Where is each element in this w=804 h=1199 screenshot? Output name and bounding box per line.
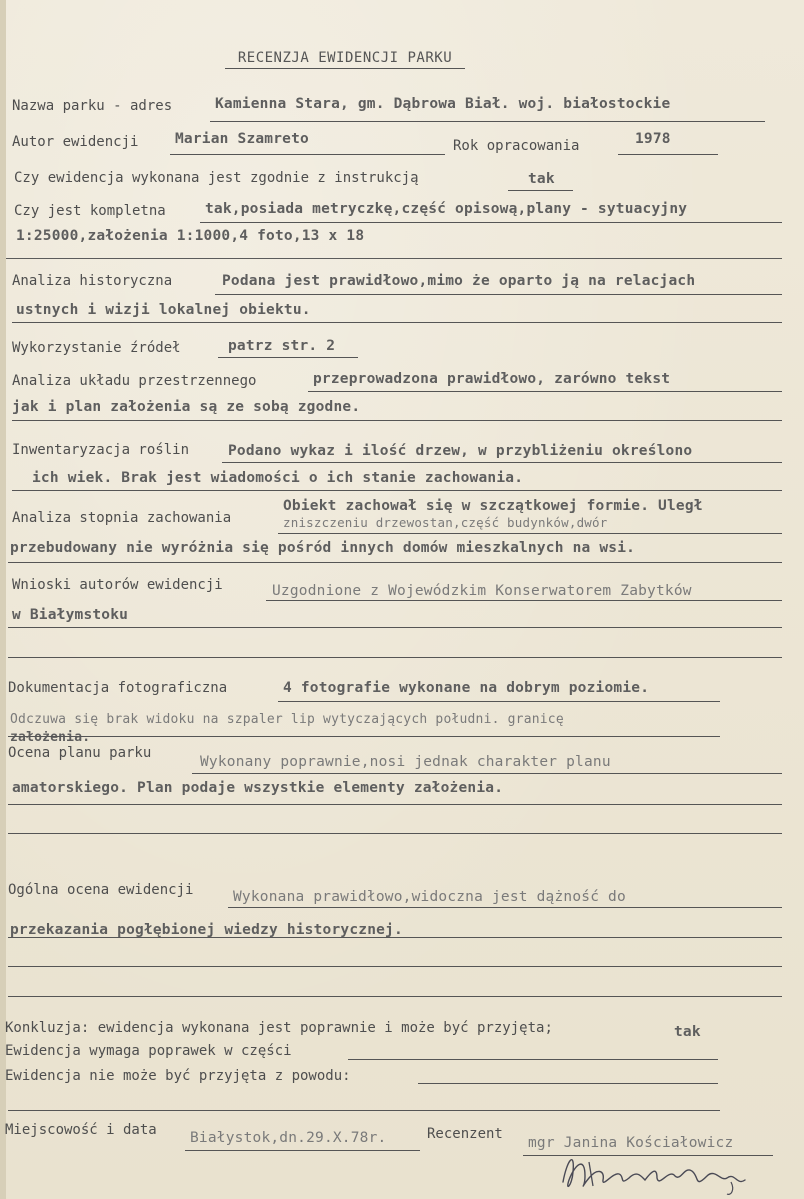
park-name-line — [210, 121, 765, 122]
sources-value: patrz str. 2 — [228, 338, 336, 354]
plan-label: Ocena planu parku — [8, 745, 152, 761]
conclusions-line-3 — [8, 657, 782, 658]
photo-value-3: założenia. — [10, 730, 91, 745]
overall-line-1 — [228, 907, 782, 908]
conclusion-line-1: Konkluzja: ewidencja wykonana jest poprawnie i może być przyjęta; — [5, 1020, 553, 1036]
history-line-2 — [12, 322, 782, 323]
plants-value-2: ich wiek. Brak jest wiadomości o ich stanie zachowania. — [32, 470, 524, 486]
plants-line-1 — [222, 462, 782, 463]
place-date-label: Miejscowość i data — [5, 1122, 157, 1138]
overall-line-3 — [8, 966, 782, 967]
photo-line-1 — [278, 701, 720, 702]
overall-line-4 — [8, 996, 782, 997]
conclusion-line-2: Ewidencja wymaga poprawek w części — [5, 1043, 292, 1059]
plan-line-1 — [192, 773, 782, 774]
spatial-value-2: jak i plan założenia są ze sobą zgodne. — [12, 399, 361, 415]
spatial-line-2 — [12, 420, 782, 421]
conclusion-line-3: Ewidencja nie może być przyjęta z powodu: — [5, 1068, 351, 1084]
reviewer-label: Recenzent — [427, 1126, 503, 1142]
place-date-value: Białystok,dn.29.X.78r. — [190, 1130, 387, 1146]
place-date-line — [185, 1150, 420, 1151]
conclusion-yes-value: tak — [674, 1024, 701, 1040]
complete-value-2: 1:25000,założenia 1:1000,4 foto,13 x 18 — [16, 228, 365, 244]
spatial-label: Analiza układu przestrzennego — [12, 373, 257, 389]
plan-line-2 — [8, 804, 782, 805]
history-line-1 — [215, 294, 782, 295]
conclusion-extra-line — [8, 1110, 720, 1111]
instruction-label: Czy ewidencja wykonana jest zgodnie z instrukcją — [14, 170, 419, 186]
history-value-1: Podana jest prawidłowo,mimo że oparto ją na relacjach — [222, 273, 696, 289]
spatial-line-1 — [308, 391, 782, 392]
preservation-value-3: przebudowany nie wyróżnia się pośród innych domów mieszkalnych na wsi. — [10, 540, 636, 556]
document-title: RECENZJA EWIDENCJI PARKU — [237, 50, 453, 66]
section-divider — [6, 258, 782, 259]
conclusions-value-2: w Białymstoku — [12, 607, 129, 623]
preservation-value-2: zniszczeniu drzewostan,część budynków,dwór — [283, 515, 608, 530]
preservation-line-1 — [278, 533, 782, 534]
history-label: Analiza historyczna — [12, 273, 173, 289]
plants-label: Inwentaryzacja roślin — [12, 442, 190, 458]
sources-label: Wykorzystanie źródeł — [12, 340, 181, 356]
preservation-value-1: Obiekt zachował się w szczątkowej formie. Uległ — [283, 498, 703, 514]
plants-line-2 — [12, 490, 782, 491]
conclusion-line-3-underline — [418, 1083, 718, 1084]
plan-line-3 — [8, 833, 782, 834]
complete-line-1 — [200, 222, 782, 223]
instruction-line — [508, 190, 573, 191]
year-label: Rok opracowania — [453, 138, 580, 154]
reviewer-signature — [545, 1142, 775, 1197]
history-value-2: ustnych i wizji lokalnej obiektu. — [16, 302, 311, 318]
conclusions-label: Wnioski autorów ewidencji — [12, 577, 223, 593]
title-underline — [225, 68, 465, 69]
preservation-line-2 — [8, 562, 782, 563]
photo-value-2: Odczuwa się brak widoku na szpaler lip wytyczających południ. granicę — [10, 712, 564, 727]
year-line — [618, 154, 718, 155]
conclusions-line-1 — [266, 600, 782, 601]
overall-label: Ogólna ocena ewidencji — [8, 882, 194, 898]
conclusions-value-1: Uzgodnione z Wojewódzkim Konserwatorem Zabytków — [272, 583, 692, 599]
reviewer-value: mgr Janina Kościałowicz — [528, 1135, 734, 1151]
author-value: Marian Szamreto — [175, 131, 309, 147]
conclusions-line-2 — [8, 627, 782, 628]
park-name-value: Kamienna Stara, gm. Dąbrowa Biał. woj. białostockie — [215, 96, 671, 112]
year-value: 1978 — [635, 131, 671, 147]
complete-value-1: tak,posiada metryczkę,część opisową,plany - sytuacyjny — [205, 201, 688, 217]
author-label: Autor ewidencji — [12, 134, 139, 150]
author-line — [170, 154, 445, 155]
complete-label: Czy jest kompletna — [14, 203, 166, 219]
sources-line — [218, 357, 358, 358]
plan-value-2: amatorskiego. Plan podaje wszystkie elementy założenia. — [12, 780, 504, 796]
overall-value-1: Wykonana prawidłowo,widoczna jest dążność do — [233, 889, 626, 905]
preservation-label: Analiza stopnia zachowania — [12, 510, 232, 526]
instruction-value: tak — [528, 171, 555, 187]
spatial-value-1: przeprowadzona prawidłowo, zarówno tekst — [313, 371, 671, 387]
overall-value-2: przekazania pogłębionej wiedzy historycznej. — [10, 922, 403, 938]
plants-value-1: Podano wykaz i ilość drzew, w przybliżeniu określono — [228, 443, 693, 459]
plan-value-1: Wykonany poprawnie,nosi jednak charakter planu — [200, 754, 611, 770]
photo-label: Dokumentacja fotograficzna — [8, 680, 228, 696]
conclusion-line-2-underline — [348, 1059, 718, 1060]
photo-value-1: 4 fotografie wykonane na dobrym poziomie. — [283, 680, 650, 696]
overall-line-2 — [8, 937, 782, 938]
park-name-label: Nazwa parku - adres — [12, 98, 173, 114]
photo-line-2 — [8, 736, 720, 737]
